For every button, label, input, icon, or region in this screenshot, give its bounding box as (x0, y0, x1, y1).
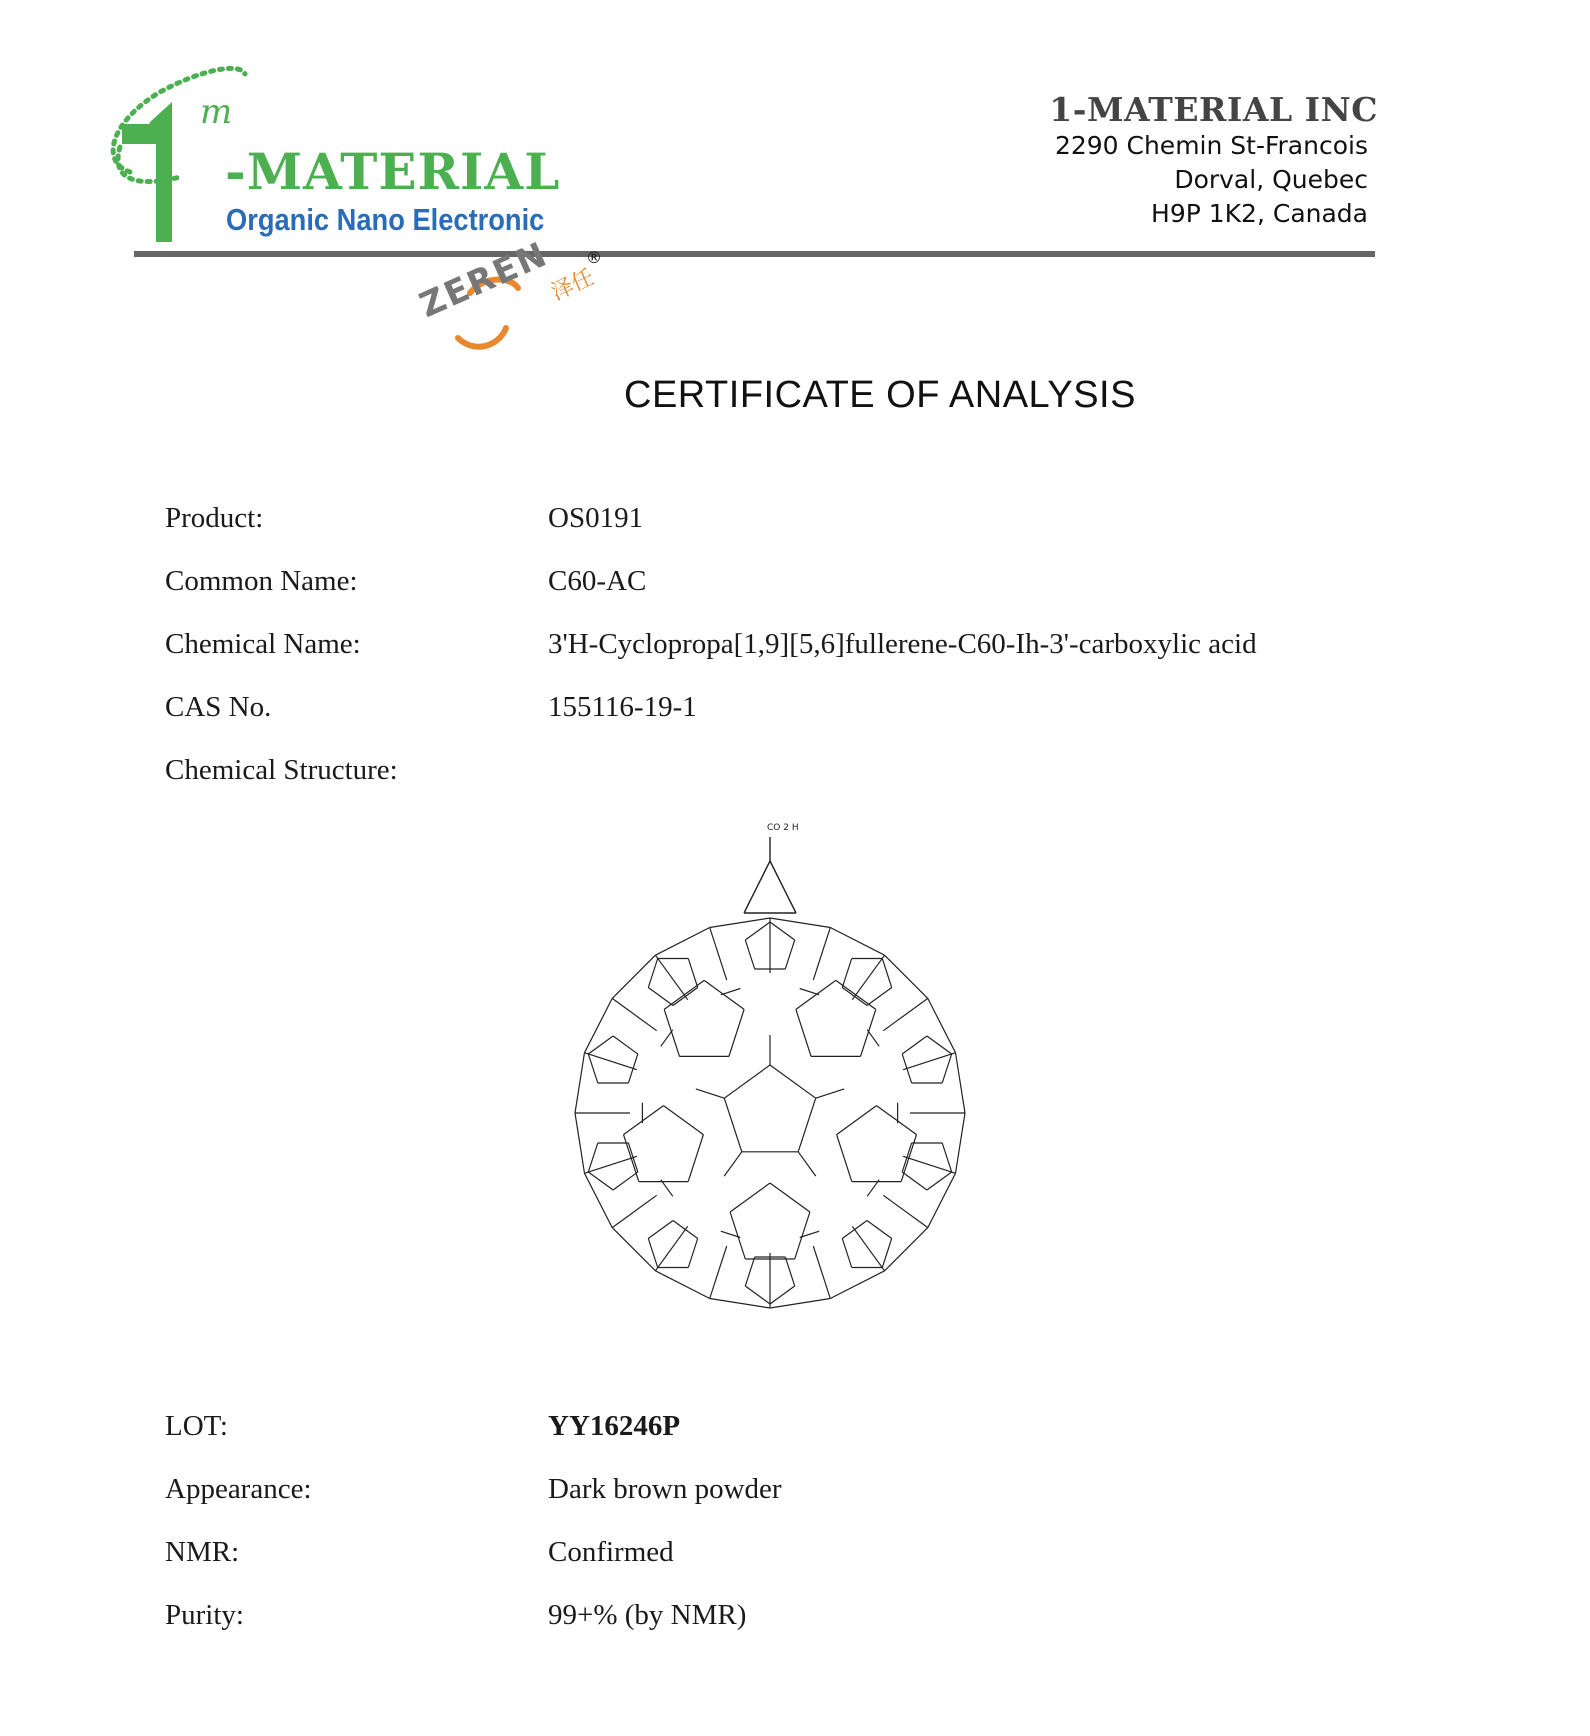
field-label: LOT: (165, 1410, 228, 1442)
address-line-3: H9P 1K2, Canada (1151, 199, 1368, 228)
logo-superscript: m (200, 92, 233, 132)
field-value: 99+% (by NMR) (548, 1599, 747, 1631)
company-address-block (1049, 90, 1378, 231)
field-purity (165, 1599, 1415, 1639)
field-value: C60-AC (548, 565, 647, 597)
field-chemical-structure (165, 754, 1415, 794)
header-divider (134, 251, 1375, 257)
chemical-structure (555, 823, 985, 1313)
field-appearance (165, 1473, 1415, 1513)
field-cas-no (165, 691, 1415, 731)
field-common-name (165, 565, 1415, 605)
field-value: Confirmed (548, 1536, 674, 1568)
field-label: Chemical Name: (165, 628, 361, 660)
fullerene-structure-icon (555, 823, 985, 1313)
field-lot (165, 1410, 1415, 1450)
field-value: Dark brown powder (548, 1473, 782, 1505)
field-value: OS0191 (548, 502, 644, 534)
logo-wordmark: -MATERIAL (225, 142, 561, 201)
company-logo (100, 62, 560, 252)
field-value: YY16246P (548, 1410, 681, 1442)
company-name: 1-MATERIAL INC (1049, 90, 1378, 129)
zeren-stamp (413, 234, 618, 358)
field-label: Chemical Structure: (165, 754, 398, 786)
logo-tagline: Organic Nano Electronic (226, 202, 545, 237)
field-label: NMR: (165, 1536, 240, 1568)
field-label: Appearance: (165, 1473, 312, 1505)
field-value: 155116-19-1 (548, 691, 697, 723)
zeren-wordmark: ZEREN (413, 234, 555, 326)
field-value: 3'H-Cyclopropa[1,9][5,6]fullerene-C60-Ih-3'-carboxylic acid (548, 628, 1257, 660)
address-line-1: 2290 Chemin St-Francois (1054, 131, 1368, 160)
field-label: Product: (165, 502, 264, 534)
field-nmr (165, 1536, 1415, 1576)
field-product (165, 502, 1415, 542)
field-chemical-name (165, 628, 1415, 668)
address-line-2: Dorval, Quebec (1174, 165, 1368, 194)
page-title: CERTIFICATE OF ANALYSIS (624, 374, 1136, 416)
field-label: CAS No. (165, 691, 272, 723)
substituent-label: CO 2 H (767, 823, 799, 833)
registered-mark: ® (586, 248, 602, 267)
field-label: Purity: (165, 1599, 244, 1631)
zeren-chinese-mark: 泽任 (547, 264, 599, 306)
field-label: Common Name: (165, 565, 358, 597)
